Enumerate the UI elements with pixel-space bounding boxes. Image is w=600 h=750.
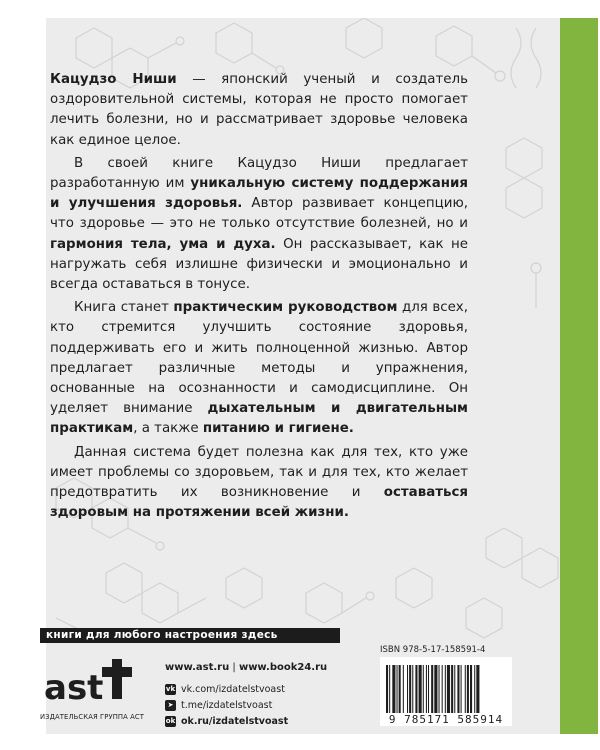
social-ok[interactable] (165, 716, 288, 727)
telegram-link[interactable]: t.me/izdatelstvoast (181, 700, 273, 711)
barcode-bar (412, 665, 413, 717)
barcode-bar (442, 665, 443, 717)
barcode-bar (439, 665, 440, 717)
link-separator: | (229, 662, 239, 673)
book-description (50, 70, 468, 526)
publisher-logo (40, 655, 152, 725)
barcode-bar (461, 665, 462, 717)
bold-span: дыхательным и двигательным практикам (50, 401, 468, 437)
website-link-book24[interactable]: www.book24.ru (238, 662, 328, 673)
text-span: для всех, кто стремится улучшить состояние здоровья, поддерживать его и жить полноценной жизнью. Автор предлагает различные методы и упражнения, основанные на осознанности и самодисциплине. Он уделяет внимание (50, 300, 468, 417)
tagline-banner: книги для любого настроения здесь (40, 628, 340, 643)
barcode-bar (476, 665, 479, 717)
website-links (165, 662, 327, 673)
barcode-bar (399, 665, 401, 717)
barcode-bar (392, 665, 395, 717)
ok-icon: ok (165, 717, 176, 725)
barcode-bar (426, 665, 427, 717)
barcode-digits: 9 785171 585914 (380, 713, 512, 726)
publisher-group-label: ИЗДАТЕЛЬСКАЯ ГРУППА АСТ (40, 713, 144, 721)
bold-span: гармония тела, ума и духа. (50, 236, 276, 252)
text-span: Книга станет (74, 300, 174, 316)
logo-text: ast (44, 668, 104, 708)
barcode-bar (409, 665, 411, 717)
barcode-bar (457, 665, 459, 717)
vk-icon: vk (165, 685, 176, 693)
vk-link[interactable]: vk.com/izdatelstvoast (181, 684, 285, 695)
barcode-bar (445, 665, 446, 717)
isbn-number: ISBN 978-5-17-158591-4 (380, 645, 486, 655)
barcode-bar (389, 665, 390, 717)
text-span: Он рассказывает, как не нагружать себя излишне физически и эмоционально и всегда оставаться в тонусе. (50, 236, 468, 293)
description-paragraph-2 (50, 154, 468, 295)
barcode-bar (431, 665, 433, 717)
text-span: Автор развивает концепцию, что здоровье — это не только отсутствие болезней, но и (50, 196, 468, 232)
text-span: , а также (133, 421, 203, 437)
description-paragraph-3 (50, 298, 468, 439)
barcode-bar (397, 665, 398, 717)
bold-span: практическим руководством (173, 300, 398, 316)
social-telegram[interactable] (165, 700, 272, 711)
barcode-bar (447, 665, 450, 717)
barcode-bar (403, 665, 404, 717)
ok-link[interactable]: ok.ru/izdatelstvoast (181, 716, 289, 727)
green-accent-strip (560, 18, 598, 734)
barcode-bar (474, 665, 475, 717)
telegram-icon: ➤ (165, 700, 176, 711)
author-name: Кацудзо Ниши (50, 72, 177, 87)
bold-span: питанию и гигиене. (202, 421, 354, 437)
social-vk[interactable] (165, 684, 285, 695)
description-paragraph-1 (50, 70, 468, 151)
text-span: — японский ученый и создатель оздоровительной системы, которая не просто помогает лечить болезни, но и рассматривает здоровье человека как единое целое. (50, 72, 468, 148)
text-span: Данная система будет полезна как для тех, кто уже имеет проблемы со здоровьем, так и для тех, кто желает предотвратить их возникновение и (50, 444, 468, 501)
website-link-ast[interactable]: www.ast.ru (165, 662, 230, 673)
barcode-bar (434, 665, 437, 717)
bold-span: оставаться здоровым на протяжении всей жизни. (50, 485, 468, 521)
ast-logo-icon (40, 655, 152, 713)
barcode-bar (467, 665, 469, 717)
barcode-bar (428, 665, 429, 717)
bold-span: уникальную систему поддержания и улучшения здоровья. (50, 176, 468, 212)
text-span: В своей книге Кацудзо Ниши предлагает разработанную им (50, 155, 468, 192)
barcode-bar (451, 665, 453, 717)
barcode-bar (415, 665, 417, 717)
barcode-bar (423, 665, 424, 717)
description-paragraph-4 (50, 443, 468, 524)
barcode-bar (454, 665, 455, 717)
barcode-bar (465, 665, 466, 717)
barcode-bar (407, 665, 408, 717)
barcode-bar (470, 665, 472, 717)
barcode-bar (419, 665, 422, 717)
barcode-bar (386, 665, 388, 717)
